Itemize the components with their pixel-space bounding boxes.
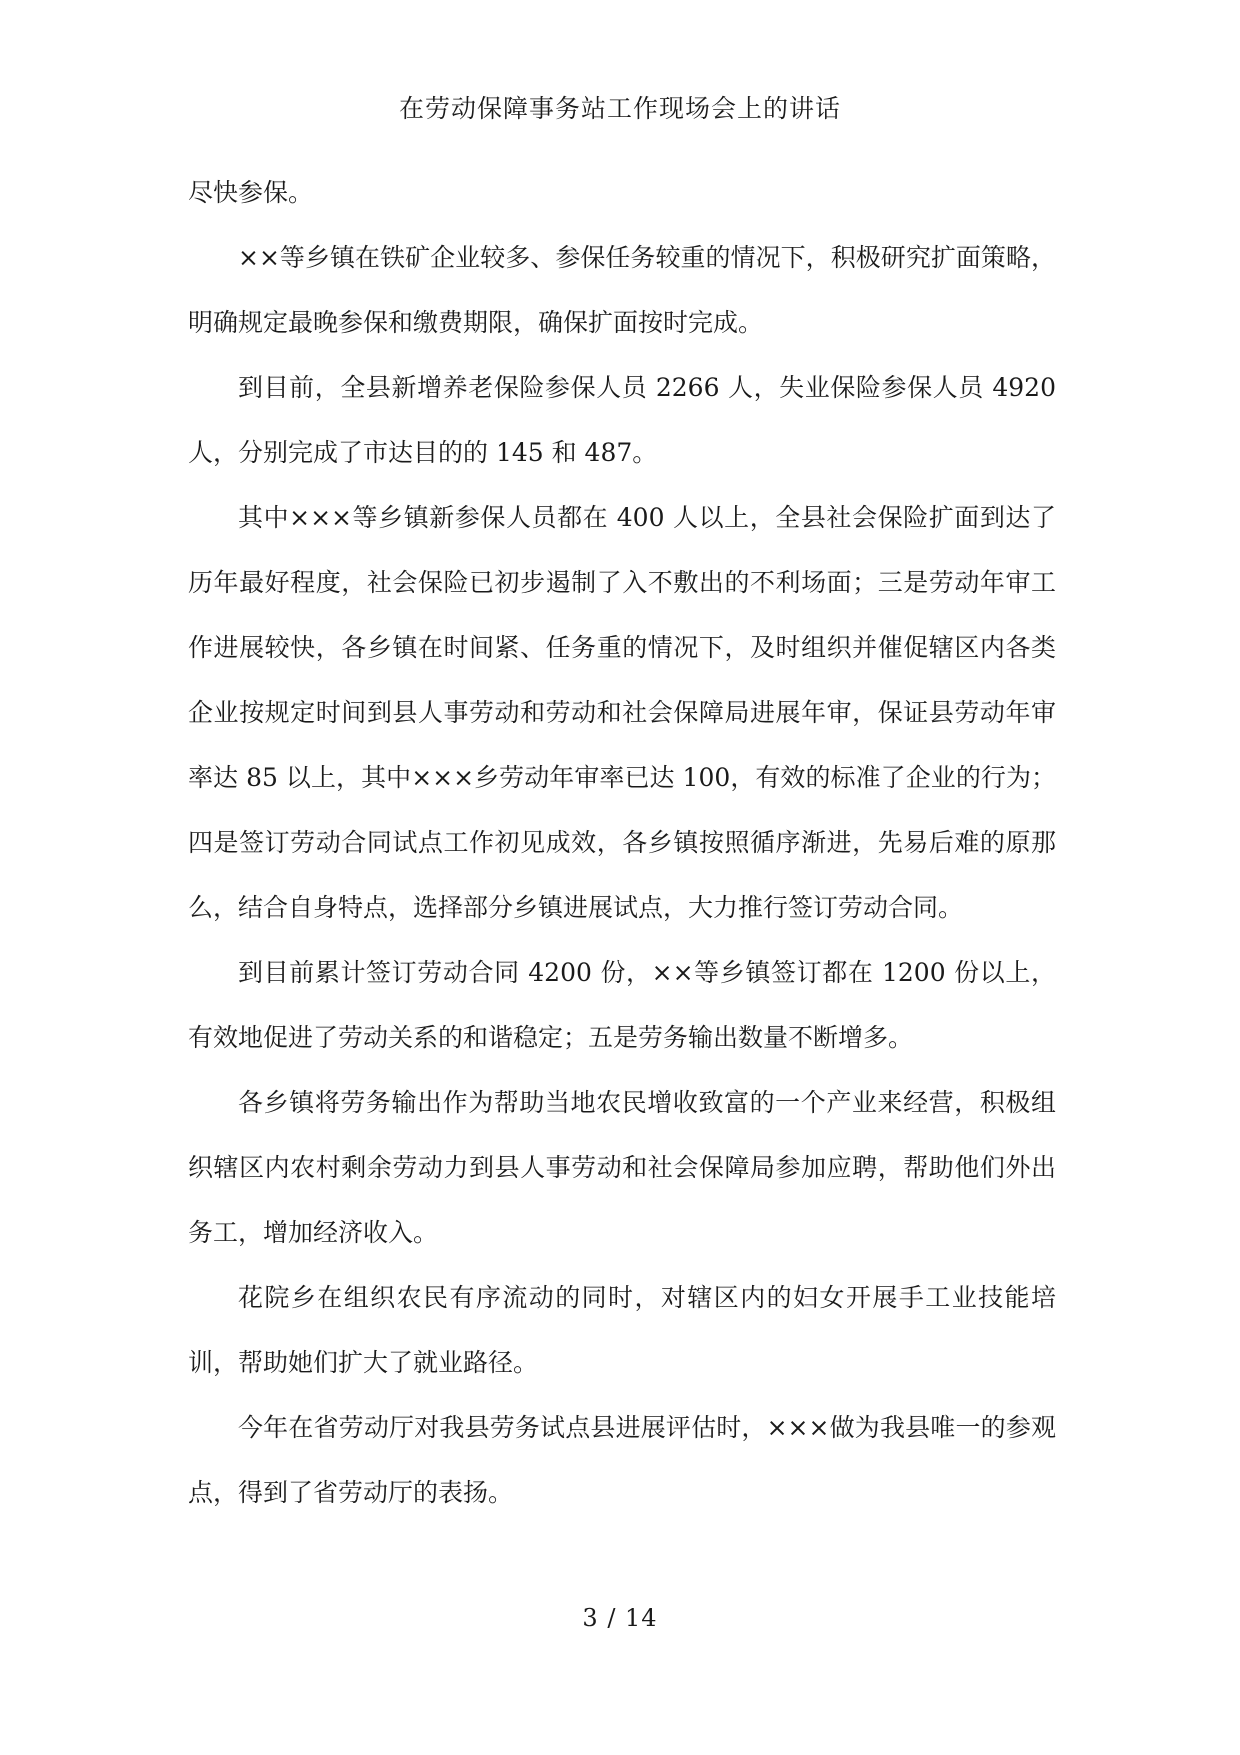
paragraph: 花院乡在组织农民有序流动的同时，对辖区内的妇女开展手工业技能培训，帮助她们扩大了就业路径。	[188, 1283, 1056, 1377]
paragraph: 其中×××等乡镇新参保人员都在 400 人以上，全县社会保险扩面到达了历年最好程度，社会保险已初步遏制了入不敷出的不利场面；三是劳动年审工作进展较快，各乡镇在时间紧、任务重的情况下，及时组织并催促辖区内各类企业按规定时间到县人事劳动和劳动和社会保障局进展年审，保证县劳动年审率达 85 以上，其中×××乡劳动年审率已达 100，有效的标准了企业的行为；四是签订劳动合同试点工作初见成效，各乡镇按照循序渐进，先易后难的原那么，结合自身特点，选择部分乡镇进展试点，大力推行签订劳动合同。	[188, 503, 1056, 922]
paragraph: 尽快参保。	[188, 178, 314, 207]
paragraph: 今年在省劳动厅对我县劳务试点县进展评估时，×××做为我县唯一的参观点，得到了省劳动厅的表扬。	[188, 1413, 1056, 1507]
paragraph: 到目前，全县新增养老保险参保人员 2266 人，失业保险参保人员 4920 人，分别完成了市达目的的 145 和 487。	[188, 373, 1056, 467]
page-number: 3 / 14	[582, 1604, 658, 1632]
document-body	[188, 160, 1056, 1525]
paragraph: 各乡镇将劳务输出作为帮助当地农民增收致富的一个产业来经营，积极组织辖区内农村剩余劳动力到县人事劳动和社会保障局参加应聘，帮助他们外出务工，增加经济收入。	[188, 1088, 1056, 1247]
paragraph: 到目前累计签订劳动合同 4200 份，××等乡镇签订都在 1200 份以上，有效地促进了劳动关系的和谐稳定；五是劳务输出数量不断增多。	[188, 958, 1056, 1052]
page-title: 在劳动保障事务站工作现场会上的讲话	[398, 94, 841, 123]
paragraph: ××等乡镇在铁矿企业较多、参保任务较重的情况下，积极研究扩面策略，明确规定最晚参保和缴费期限，确保扩面按时完成。	[188, 243, 1056, 337]
